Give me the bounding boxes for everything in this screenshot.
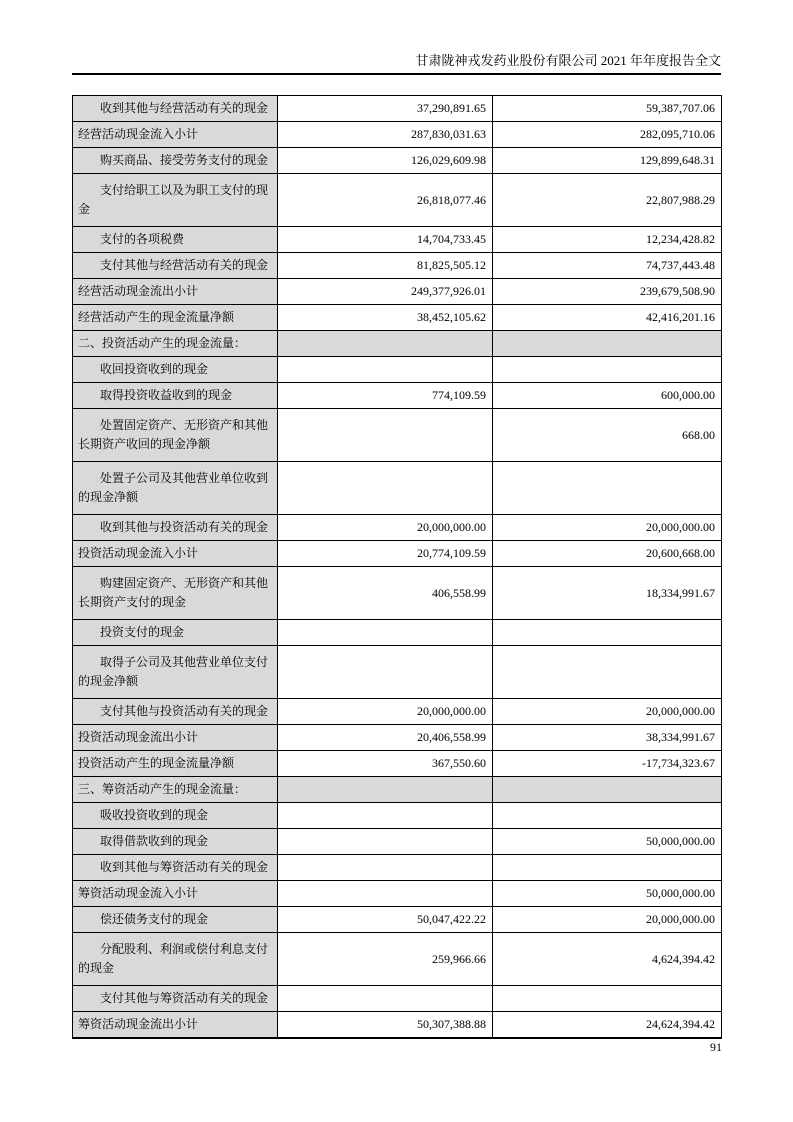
table-row xyxy=(73,331,722,357)
row-label: 二、投资活动产生的现金流量： xyxy=(73,331,278,357)
table-row xyxy=(73,148,722,174)
row-label: 购买商品、接受劳务支付的现金 xyxy=(73,148,278,174)
row-value-previous xyxy=(493,357,722,383)
row-value-current: 81,825,505.12 xyxy=(278,253,493,279)
row-value-current: 20,000,000.00 xyxy=(278,699,493,725)
row-value-previous: 4,624,394.42 xyxy=(493,933,722,986)
row-value-previous xyxy=(493,462,722,515)
row-value-previous: 239,679,508.90 xyxy=(493,279,722,305)
row-value-current xyxy=(278,803,493,829)
row-label: 投资活动现金流出小计 xyxy=(73,725,278,751)
table-row xyxy=(73,174,722,227)
row-value-previous xyxy=(493,803,722,829)
row-label: 处置固定资产、无形资产和其他长期资产收回的现金净额 xyxy=(73,409,278,462)
table-row xyxy=(73,855,722,881)
table-row xyxy=(73,305,722,331)
table-row xyxy=(73,541,722,567)
row-label: 购建固定资产、无形资产和其他长期资产支付的现金 xyxy=(73,567,278,620)
row-label: 筹资活动现金流出小计 xyxy=(73,1012,278,1039)
page-number: 91 xyxy=(710,1040,722,1054)
row-value-current xyxy=(278,829,493,855)
row-label: 收到其他与经营活动有关的现金 xyxy=(73,96,278,122)
report-title: 甘肃陇神戎发药业股份有限公司 2021 年年度报告全文 xyxy=(415,53,721,68)
cash-flow-table xyxy=(72,95,722,1039)
table-row xyxy=(73,357,722,383)
table-row xyxy=(73,96,722,122)
row-label: 筹资活动现金流入小计 xyxy=(73,881,278,907)
row-label: 收到其他与筹资活动有关的现金 xyxy=(73,855,278,881)
row-value-previous: 22,807,988.29 xyxy=(493,174,722,227)
row-value-current: 20,406,558.99 xyxy=(278,725,493,751)
row-value-current xyxy=(278,881,493,907)
row-label: 分配股利、利润或偿付利息支付的现金 xyxy=(73,933,278,986)
row-label: 取得借款收到的现金 xyxy=(73,829,278,855)
row-value-previous: 74,737,443.48 xyxy=(493,253,722,279)
row-value-current xyxy=(278,855,493,881)
table-row xyxy=(73,279,722,305)
row-value-current xyxy=(278,331,493,357)
row-value-current: 367,550.60 xyxy=(278,751,493,777)
table-row xyxy=(73,620,722,646)
row-label: 支付给职工以及为职工支付的现金 xyxy=(73,174,278,227)
row-value-previous xyxy=(493,646,722,699)
row-value-previous: 18,334,991.67 xyxy=(493,567,722,620)
table-row xyxy=(73,907,722,933)
row-value-previous xyxy=(493,855,722,881)
row-value-current xyxy=(278,409,493,462)
row-value-previous: 20,600,668.00 xyxy=(493,541,722,567)
row-label: 经营活动产生的现金流量净额 xyxy=(73,305,278,331)
row-label: 收到其他与投资活动有关的现金 xyxy=(73,515,278,541)
table-row xyxy=(73,462,722,515)
table-row xyxy=(73,881,722,907)
table-row xyxy=(73,777,722,803)
row-value-previous: 59,387,707.06 xyxy=(493,96,722,122)
table-row xyxy=(73,751,722,777)
row-value-current xyxy=(278,986,493,1012)
table-row xyxy=(73,829,722,855)
row-value-current xyxy=(278,462,493,515)
row-value-previous xyxy=(493,986,722,1012)
row-value-current: 126,029,609.98 xyxy=(278,148,493,174)
table-row xyxy=(73,725,722,751)
table-row xyxy=(73,409,722,462)
row-value-previous: 20,000,000.00 xyxy=(493,699,722,725)
row-value-current xyxy=(278,777,493,803)
table-row xyxy=(73,567,722,620)
row-value-previous: -17,734,323.67 xyxy=(493,751,722,777)
table-row xyxy=(73,122,722,148)
row-value-current: 38,452,105.62 xyxy=(278,305,493,331)
row-value-current: 406,558.99 xyxy=(278,567,493,620)
row-label: 吸收投资收到的现金 xyxy=(73,803,278,829)
row-label: 取得投资收益收到的现金 xyxy=(73,383,278,409)
row-label: 投资支付的现金 xyxy=(73,620,278,646)
row-value-current: 20,000,000.00 xyxy=(278,515,493,541)
table-row xyxy=(73,986,722,1012)
page-header xyxy=(72,52,721,70)
table-row xyxy=(73,646,722,699)
cash-flow-table-body xyxy=(73,96,722,1039)
row-value-previous: 24,624,394.42 xyxy=(493,1012,722,1039)
table-row xyxy=(73,383,722,409)
table-row xyxy=(73,933,722,986)
row-value-previous xyxy=(493,777,722,803)
row-value-current: 50,307,388.88 xyxy=(278,1012,493,1039)
row-value-previous: 38,334,991.67 xyxy=(493,725,722,751)
row-label: 支付其他与投资活动有关的现金 xyxy=(73,699,278,725)
row-value-previous: 282,095,710.06 xyxy=(493,122,722,148)
row-value-current xyxy=(278,620,493,646)
row-value-current: 37,290,891.65 xyxy=(278,96,493,122)
row-label: 收回投资收到的现金 xyxy=(73,357,278,383)
row-label: 处置子公司及其他营业单位收到的现金净额 xyxy=(73,462,278,515)
row-value-current xyxy=(278,357,493,383)
row-label: 取得子公司及其他营业单位支付的现金净额 xyxy=(73,646,278,699)
row-value-previous xyxy=(493,331,722,357)
row-value-current: 259,966.66 xyxy=(278,933,493,986)
row-label: 经营活动现金流入小计 xyxy=(73,122,278,148)
row-label: 三、筹资活动产生的现金流量： xyxy=(73,777,278,803)
row-value-previous: 668.00 xyxy=(493,409,722,462)
row-value-previous: 129,899,648.31 xyxy=(493,148,722,174)
row-label: 投资活动现金流入小计 xyxy=(73,541,278,567)
row-value-current: 14,704,733.45 xyxy=(278,227,493,253)
row-label: 支付其他与经营活动有关的现金 xyxy=(73,253,278,279)
table-row xyxy=(73,253,722,279)
row-label: 支付其他与筹资活动有关的现金 xyxy=(73,986,278,1012)
row-label: 偿还债务支付的现金 xyxy=(73,907,278,933)
table-row xyxy=(73,1012,722,1039)
table-row xyxy=(73,227,722,253)
row-value-current: 20,774,109.59 xyxy=(278,541,493,567)
row-value-current: 287,830,031.63 xyxy=(278,122,493,148)
row-value-previous xyxy=(493,620,722,646)
row-label: 经营活动现金流出小计 xyxy=(73,279,278,305)
table-row xyxy=(73,515,722,541)
row-value-current: 774,109.59 xyxy=(278,383,493,409)
row-value-previous: 50,000,000.00 xyxy=(493,881,722,907)
row-value-previous: 50,000,000.00 xyxy=(493,829,722,855)
row-value-current: 26,818,077.46 xyxy=(278,174,493,227)
row-value-previous: 20,000,000.00 xyxy=(493,515,722,541)
row-value-current xyxy=(278,646,493,699)
table-row xyxy=(73,699,722,725)
row-value-current: 249,377,926.01 xyxy=(278,279,493,305)
row-value-previous: 600,000.00 xyxy=(493,383,722,409)
row-value-current: 50,047,422.22 xyxy=(278,907,493,933)
row-label: 支付的各项税费 xyxy=(73,227,278,253)
row-value-previous: 42,416,201.16 xyxy=(493,305,722,331)
row-value-previous: 20,000,000.00 xyxy=(493,907,722,933)
row-value-previous: 12,234,428.82 xyxy=(493,227,722,253)
row-label: 投资活动产生的现金流量净额 xyxy=(73,751,278,777)
header-rule xyxy=(72,73,721,75)
table-row xyxy=(73,803,722,829)
